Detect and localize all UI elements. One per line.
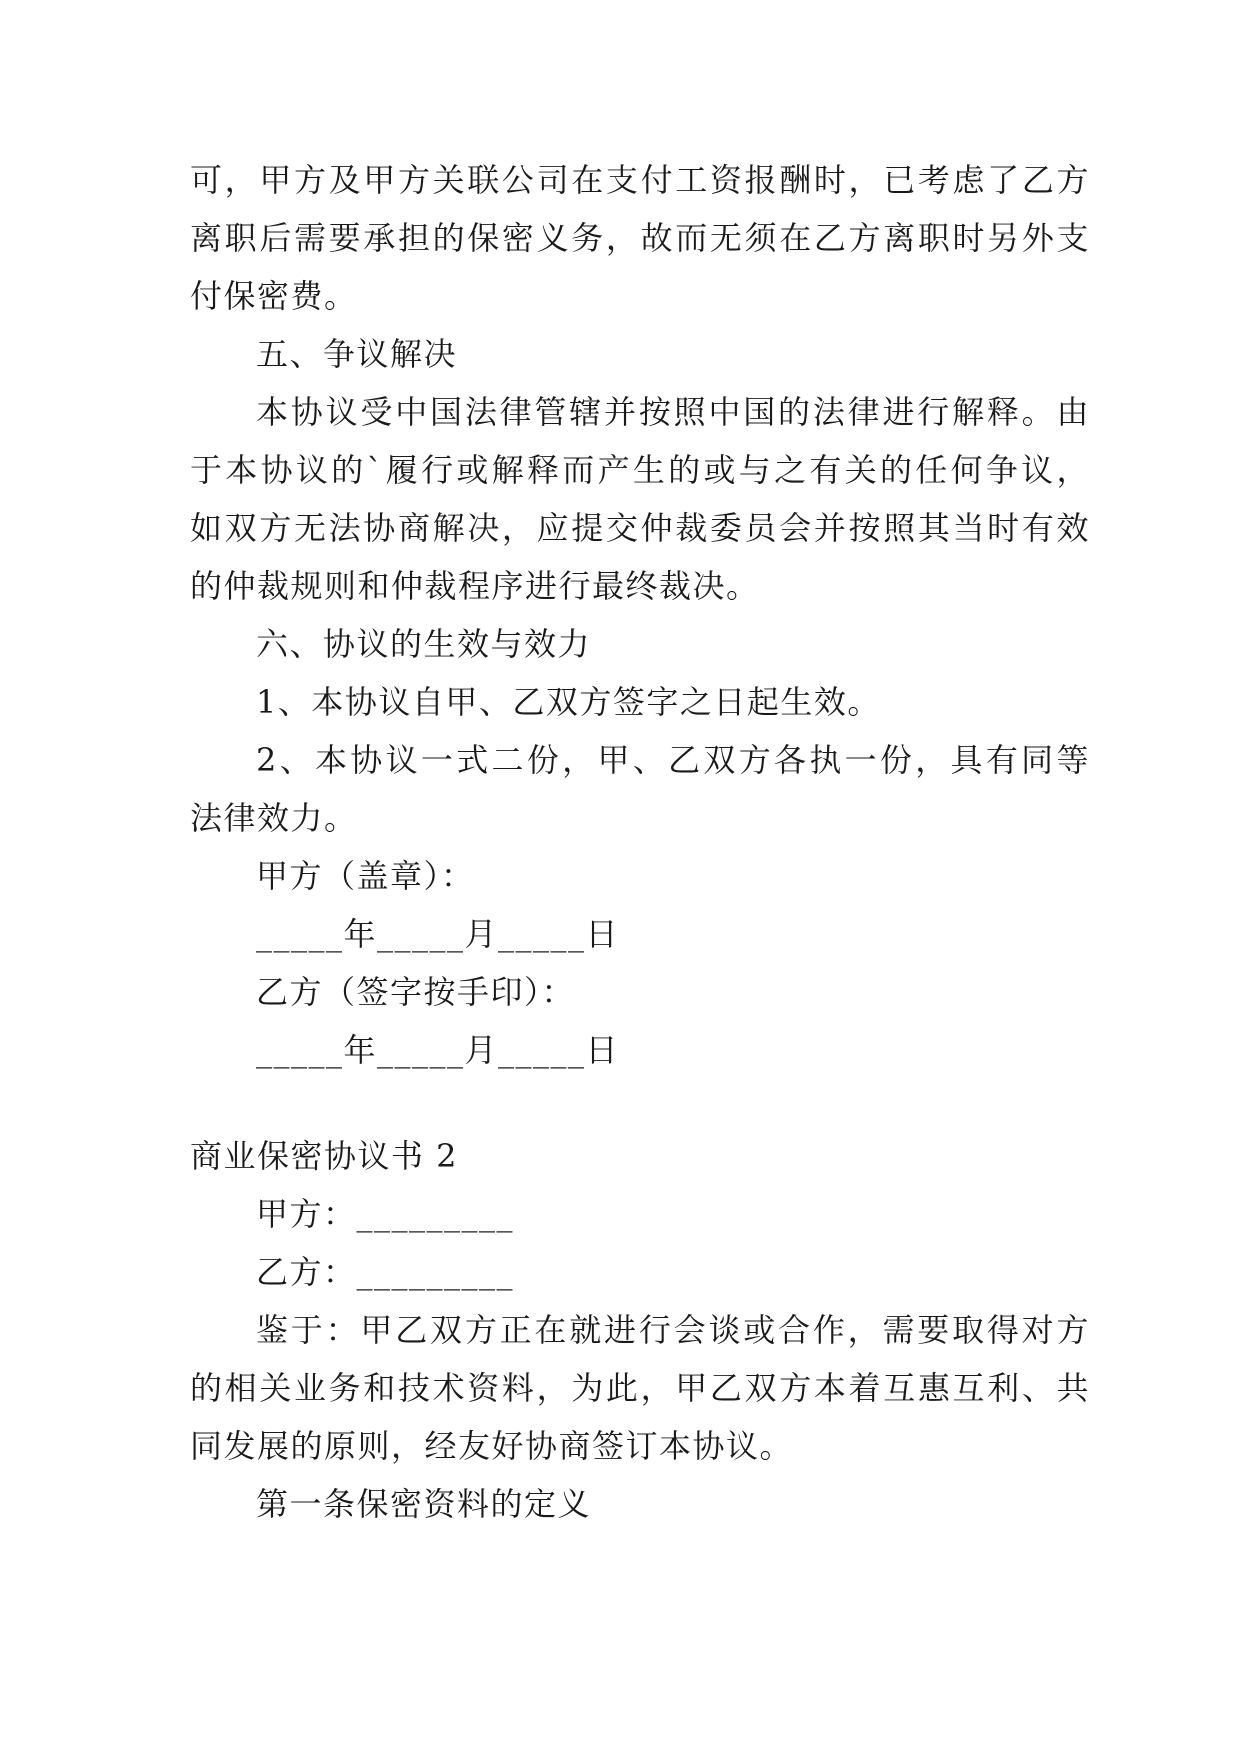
- clause-line: 1、本协议自甲、乙双方签字之日起生效。: [256, 683, 881, 721]
- document-title: 商业保密协议书 2: [190, 1137, 459, 1175]
- clause-line: 2、本协议一式二份，甲、乙双方各执一份，具有同等: [256, 741, 1090, 779]
- clause-line: 法律效力。: [190, 799, 358, 837]
- party-a-field: 甲方：_________: [256, 1195, 515, 1233]
- paragraph-line: 离职后需要承担的保密义务，故而无须在乙方离职时另外支: [190, 219, 1090, 257]
- party-a-date-line: _____年_____月_____日: [256, 915, 620, 953]
- party-a-seal-label: 甲方（盖章）：: [256, 857, 475, 895]
- paragraph-line: 的仲裁规则和仲裁程序进行最终裁决。: [190, 567, 760, 605]
- paragraph-line: 的相关业务和技术资料，为此，甲乙双方本着互惠互利、共: [190, 1369, 1090, 1407]
- paragraph-line: 鉴于：甲乙双方正在就进行会谈或合作，需要取得对方: [256, 1311, 1090, 1349]
- section-heading: 六、协议的生效与效力: [256, 625, 592, 663]
- paragraph-line: 同发展的原则，经友好协商签订本协议。: [190, 1427, 794, 1465]
- section-heading: 第一条保密资料的定义: [256, 1485, 592, 1523]
- paragraph-line: 可，甲方及甲方关联公司在支付工资报酬时，已考虑了乙方: [190, 161, 1090, 199]
- paragraph-line: 本协议受中国法律管辖并按照中国的法律进行解释。由: [256, 393, 1090, 431]
- party-b-field: 乙方：_________: [256, 1253, 515, 1291]
- paragraph-line: 付保密费。: [190, 277, 358, 315]
- paragraph-line: 于本协议的`履行或解释而产生的或与之有关的任何争议，: [190, 451, 1090, 489]
- party-b-signature-label: 乙方（签字按手印）：: [256, 973, 576, 1011]
- party-b-date-line: _____年_____月_____日: [256, 1031, 620, 1069]
- paragraph-line: 如双方无法协商解决，应提交仲裁委员会并按照其当时有效: [190, 509, 1090, 547]
- section-heading: 五、争议解决: [256, 335, 458, 373]
